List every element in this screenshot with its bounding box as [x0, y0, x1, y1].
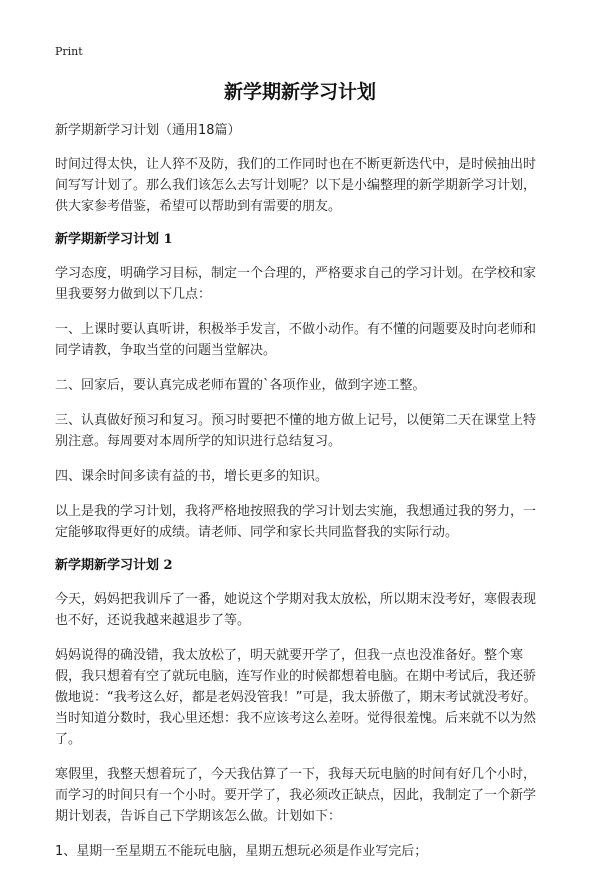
paragraph: 寒假里，我整天想着玩了，今天我估算了一下，我每天玩电脑的时间有好几个小时，而学习的时间只有一个小时。要开学了，我必须改正缺点，因此，我制定了一个新学期计划表，告诉自己下学期该怎么做。计划如下： — [55, 767, 537, 824]
paragraph: 一、上课时要认真听讲，积极举手发言，不做小动作。有不懂的问题要及时向老师和同学请教，争取当堂的问题当堂解决。 — [55, 322, 537, 358]
section-heading-1: 新学期新学习计划 1 — [55, 232, 173, 247]
document-body — [55, 122, 545, 876]
paragraph: 以上是我的学习计划，我将严格地按照我的学习计划去实施，我想通过我的努力，一定能够取得更好的成绩。请老师、同学和家长共同监督我的实际行动。 — [55, 504, 537, 540]
document-subtitle: 新学期新学习计划（通用18篇） — [55, 123, 241, 138]
paragraph: 四、课余时间多读有益的书，增长更多的知识。 — [55, 469, 329, 484]
paragraph: 今天，妈妈把我训斥了一番，她说这个学期对我太放松，所以期末没考好，寒假表现也不好，还说我越来越退步了等。 — [55, 592, 537, 628]
print-link[interactable]: Print — [55, 45, 83, 58]
paragraph: 三、认真做好预习和复习。预习时要把不懂的地方做上记号，以便第二天在课堂上特别注意。每周要对本周所学的知识进行总结复习。 — [55, 413, 537, 449]
paragraph: 学习态度，明确学习目标，制定一个合理的，严格要求自己的学习计划。在学校和家里我要努力做到以下几点： — [55, 266, 537, 302]
intro-paragraph: 时间过得太快，让人猝不及防，我们的工作同时也在不断更新迭代中，是时候抽出时间写写计划了。那么我们该怎么去写计划呢？以下是小编整理的新学期新学习计划，供大家参考借鉴，希望可以帮助到有需要的朋友。 — [55, 157, 537, 214]
paragraph: 1、星期一至星期五不能玩电脑，星期五想玩必须是作业写完后； — [55, 844, 428, 859]
section-heading-2: 新学期新学习计划 2 — [55, 558, 173, 573]
paragraph: 二、回家后，要认真完成老师布置的`各项作业，做到字迹工整。 — [55, 378, 426, 393]
paragraph: 妈妈说得的确没错，我太放松了，明天就要开学了，但我一点也没准备好。整个寒假，我只想着有空了就玩电脑，连写作业的时候都想着电脑。在期中考试后，我还骄傲地说：“我考这么好，都是老妈没管我！”可是，我太骄傲了，期末考试就没考好。当时知道分数时，我心里还想：我不应该考这么差呀。觉得很羞愧。后来就不以为然了。 — [55, 648, 537, 747]
page-title: 新学期新学习计划 — [223, 81, 376, 103]
